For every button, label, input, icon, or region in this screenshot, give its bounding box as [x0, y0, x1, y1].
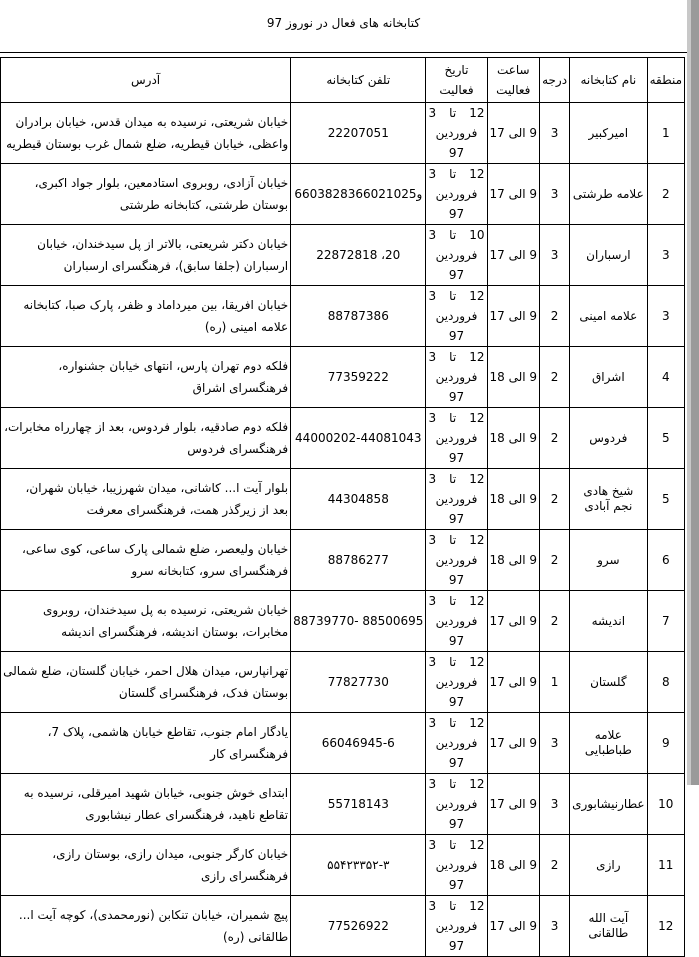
date-from: 12: [469, 289, 485, 303]
date-to: 3: [428, 472, 437, 486]
cell-name: سرو: [570, 530, 648, 591]
address-line-2: فرهنگسرای اشراق: [192, 381, 289, 395]
date-month: فروردین 97: [435, 736, 478, 770]
cell-hours: 9 الی 17: [487, 591, 540, 652]
cell-name: علامه امینی: [570, 286, 648, 347]
cell-address: [1, 408, 291, 469]
table-row: [1, 713, 685, 774]
date-to: 3: [428, 350, 437, 364]
date-from: 12: [469, 594, 485, 608]
cell-address: [1, 896, 291, 957]
date-from: 12: [469, 899, 485, 913]
date-from: 12: [469, 106, 485, 120]
date-month: فروردین 97: [435, 431, 478, 465]
date-month: فروردین 97: [435, 248, 478, 282]
table-row: [1, 286, 685, 347]
date-sep: تا: [449, 167, 457, 181]
date-sep: تا: [449, 838, 457, 852]
cell-name: علامه طباطبایی: [570, 713, 648, 774]
header-hours: ساعت فعالیت: [487, 58, 540, 103]
address-line-1: بلوار آیت ا... کاشانی، میدان شهرزیبا، خیابان شهران،: [25, 481, 289, 495]
date-from: 12: [469, 472, 485, 486]
cell-address: [1, 164, 291, 225]
cell-region: 3: [647, 286, 684, 347]
date-month: فروردین 97: [435, 309, 478, 343]
cell-grade: 3: [540, 164, 570, 225]
table-row: [1, 652, 685, 713]
address-line-2: فرهنگسرای رازی: [201, 869, 289, 883]
cell-grade: 3: [540, 896, 570, 957]
date-from: 12: [469, 716, 485, 730]
cell-phone: 44304858: [291, 469, 426, 530]
address-line-1: خیابان آزادی، روبروی استادمعین، بلوار جواد اکبری،: [34, 176, 289, 190]
cell-hours: 9 الی 17: [487, 164, 540, 225]
address-line-1: یادگار امام جنوب، تقاطع خیابان هاشمی، پلاک 7،: [47, 725, 289, 739]
date-sep: تا: [449, 716, 457, 730]
cell-name: اشراق: [570, 347, 648, 408]
address-line-1: خیابان دکتر شریعتی، بالاتر از پل سیدخندان، خیابان: [37, 237, 289, 251]
date-sep: تا: [449, 411, 457, 425]
cell-phone: 44000202-44081043: [291, 408, 426, 469]
date-sep: تا: [449, 350, 457, 364]
cell-address: [1, 774, 291, 835]
date-month: فروردین 97: [435, 675, 478, 709]
address-line-2: بوستان طرشتی، کتابخانه طرشتی: [119, 198, 289, 212]
cell-hours: 9 الی 17: [487, 774, 540, 835]
cell-date: [426, 286, 487, 347]
cell-date: [426, 652, 487, 713]
cell-phone: 88787386: [291, 286, 426, 347]
header-name: نام کتابخانه: [570, 58, 648, 103]
address-line-2: تقاطع ناهید، فرهنگسرای عطار نیشابوری: [85, 808, 289, 822]
cell-region: 10: [647, 774, 684, 835]
date-to: 3: [428, 655, 437, 669]
cell-name: امیرکبیر: [570, 103, 648, 164]
cell-name: آیت الله طالقانی: [570, 896, 648, 957]
header-date: تاریخ فعالیت: [426, 58, 487, 103]
cell-region: 5: [647, 469, 684, 530]
cell-date: [426, 774, 487, 835]
table-row: [1, 774, 685, 835]
date-month: فروردین 97: [435, 370, 478, 404]
date-sep: تا: [449, 655, 457, 669]
table-row: [1, 530, 685, 591]
table-row: [1, 103, 685, 164]
address-line-2: طالقانی (ره): [222, 930, 289, 944]
cell-phone: 22872818 ،20: [291, 225, 426, 286]
address-line-1: خیابان ولیعصر، ضلع شمالی پارک ساعی، کوی ساعی،: [21, 542, 289, 556]
cell-grade: 2: [540, 286, 570, 347]
date-to: 3: [428, 716, 437, 730]
table-row: [1, 469, 685, 530]
address-line-2: فرهنگسرای کار: [210, 747, 289, 761]
date-from: 10: [469, 228, 485, 242]
date-month: فروردین 97: [435, 126, 478, 160]
cell-grade: 3: [540, 225, 570, 286]
cell-hours: 9 الی 18: [487, 530, 540, 591]
date-from: 12: [469, 533, 485, 547]
cell-phone: 77359222: [291, 347, 426, 408]
cell-grade: 2: [540, 591, 570, 652]
table-body: [1, 103, 685, 957]
address-line-2: مخابرات، بوستان اندیشه، فرهنگسرای اندیشه: [61, 625, 289, 639]
address-line-2: علامه امینی (ره): [204, 320, 289, 334]
date-month: فروردین 97: [435, 614, 478, 648]
cell-region: 2: [647, 164, 684, 225]
cell-grade: 3: [540, 103, 570, 164]
date-from: 12: [469, 838, 485, 852]
date-from: 12: [469, 167, 485, 181]
header-region: منطقه: [647, 58, 684, 103]
date-month: فروردین 97: [435, 492, 478, 526]
cell-address: [1, 652, 291, 713]
date-to: 3: [428, 411, 437, 425]
address-line-1: خیابان کارگر جنوبی، میدان رازی، بوستان رازی،: [52, 847, 289, 861]
cell-date: [426, 713, 487, 774]
cell-date: [426, 591, 487, 652]
cell-date: [426, 896, 487, 957]
cell-date: [426, 469, 487, 530]
cell-address: [1, 591, 291, 652]
table-row: [1, 225, 685, 286]
cell-hours: 9 الی 18: [487, 835, 540, 896]
address-line-1: تهرانپارس، میدان هلال احمر، خیابان گلستان، ضلع شمالی: [3, 664, 289, 678]
header-row: [1, 58, 685, 103]
cell-grade: 2: [540, 530, 570, 591]
cell-hours: 9 الی 18: [487, 408, 540, 469]
date-from: 12: [469, 350, 485, 364]
cell-address: [1, 835, 291, 896]
date-to: 3: [428, 289, 437, 303]
cell-grade: 3: [540, 774, 570, 835]
cell-date: [426, 347, 487, 408]
cell-address: [1, 347, 291, 408]
cell-grade: 2: [540, 347, 570, 408]
table-row: [1, 408, 685, 469]
cell-date: [426, 103, 487, 164]
cell-name: رازی: [570, 835, 648, 896]
address-line-2: ارسباران (جلفا سابق)، فرهنگسرای ارسباران: [63, 259, 289, 273]
address-line-1: فلکه دوم تهران پارس، انتهای خیابان جشنواره،: [58, 359, 289, 373]
cell-grade: 2: [540, 835, 570, 896]
date-sep: تا: [449, 106, 457, 120]
address-line-1: خیابان افریقا، بین میرداماد و ظفر، پارک صبا، کتابخانه: [23, 298, 289, 312]
date-sep: تا: [449, 289, 457, 303]
address-line-1: ابتدای خوش جنوبی، خیابان شهید امیرقلی، نرسیده به: [23, 786, 289, 800]
cell-region: 4: [647, 347, 684, 408]
date-to: 3: [428, 106, 437, 120]
cell-hours: 9 الی 17: [487, 103, 540, 164]
cell-hours: 9 الی 17: [487, 225, 540, 286]
date-month: فروردین 97: [435, 919, 478, 953]
cell-hours: 9 الی 17: [487, 713, 540, 774]
header-grade: درجه: [540, 58, 570, 103]
cell-name: ارسباران: [570, 225, 648, 286]
table-row: [1, 164, 685, 225]
scrollbar-track[interactable]: [687, 0, 691, 785]
cell-date: [426, 835, 487, 896]
cell-grade: 2: [540, 408, 570, 469]
cell-address: [1, 469, 291, 530]
date-month: فروردین 97: [435, 858, 478, 892]
cell-hours: 9 الی 17: [487, 652, 540, 713]
cell-phone: 55718143: [291, 774, 426, 835]
cell-date: [426, 225, 487, 286]
table-row: [1, 591, 685, 652]
cell-phone: 88739770- 88500695: [291, 591, 426, 652]
address-line-1: خیابان شریعتی، نرسیده به پل سیدخندان، روبروی: [42, 603, 289, 617]
cell-phone: 77526922: [291, 896, 426, 957]
date-from: 12: [469, 411, 485, 425]
cell-grade: 2: [540, 469, 570, 530]
address-line-2: فرهنگسرای سرو، کتابخانه سرو: [131, 564, 289, 578]
date-to: 3: [428, 228, 437, 242]
address-line-2: واعظی، خیابان قیطریه، ضلع شمال غرب بوستان قیطریه: [6, 137, 289, 151]
table-row: [1, 835, 685, 896]
cell-phone: 22207051: [291, 103, 426, 164]
cell-phone: 77827730: [291, 652, 426, 713]
cell-address: [1, 713, 291, 774]
date-to: 3: [428, 838, 437, 852]
cell-address: [1, 225, 291, 286]
cell-region: 5: [647, 408, 684, 469]
cell-date: [426, 530, 487, 591]
cell-address: [1, 286, 291, 347]
date-sep: تا: [449, 594, 457, 608]
address-line-1: خیابان شریعتی، نرسیده به میدان قدس، خیابان برادران: [15, 115, 289, 129]
cell-hours: 9 الی 17: [487, 896, 540, 957]
date-sep: تا: [449, 777, 457, 791]
address-line-2: بوستان فدک، فرهنگسرای گلستان: [118, 686, 289, 700]
date-month: فروردین 97: [435, 553, 478, 587]
header-phone: تلفن کتابخانه: [291, 58, 426, 103]
cell-region: 3: [647, 225, 684, 286]
cell-region: 6: [647, 530, 684, 591]
cell-grade: 1: [540, 652, 570, 713]
libraries-table: [0, 57, 685, 957]
date-to: 3: [428, 899, 437, 913]
date-from: 12: [469, 655, 485, 669]
address-line-1: فلکه دوم صادقیه، بلوار فردوس، بعد از چهارراه مخابرات،: [4, 420, 289, 434]
cell-phone: 88786277: [291, 530, 426, 591]
cell-phone: 66038283و66021025: [291, 164, 426, 225]
address-line-2: فرهنگسرای فردوس: [187, 442, 289, 456]
date-to: 3: [428, 167, 437, 181]
date-sep: تا: [449, 899, 457, 913]
date-sep: تا: [449, 533, 457, 547]
date-to: 3: [428, 594, 437, 608]
table-row: [1, 347, 685, 408]
date-to: 3: [428, 777, 437, 791]
cell-region: 11: [647, 835, 684, 896]
cell-phone: 66046945-6: [291, 713, 426, 774]
cell-name: علامه طرشتی: [570, 164, 648, 225]
cell-region: 12: [647, 896, 684, 957]
cell-date: [426, 408, 487, 469]
cell-hours: 9 الی 18: [487, 469, 540, 530]
cell-region: 8: [647, 652, 684, 713]
cell-phone: ۵۵۴۲۳۳۵۲-۳: [291, 835, 426, 896]
window-scrollbar[interactable]: [687, 0, 699, 785]
cell-name: فردوس: [570, 408, 648, 469]
date-from: 12: [469, 777, 485, 791]
cell-region: 9: [647, 713, 684, 774]
cell-address: [1, 530, 291, 591]
date-to: 3: [428, 533, 437, 547]
date-sep: تا: [449, 472, 457, 486]
date-month: فروردین 97: [435, 187, 478, 221]
cell-grade: 3: [540, 713, 570, 774]
cell-region: 1: [647, 103, 684, 164]
cell-name: عطارنیشابوری: [570, 774, 648, 835]
date-month: فروردین 97: [435, 797, 478, 831]
table-row: [1, 896, 685, 957]
cell-region: 7: [647, 591, 684, 652]
cell-name: اندیشه: [570, 591, 648, 652]
cell-name: گلستان: [570, 652, 648, 713]
page-title: کتابخانه های فعال در نوروز 97: [0, 0, 687, 53]
cell-hours: 9 الی 18: [487, 347, 540, 408]
cell-hours: 9 الی 17: [487, 286, 540, 347]
cell-name: شیخ هادی نجم آبادی: [570, 469, 648, 530]
cell-address: [1, 103, 291, 164]
header-address: آدرس: [1, 58, 291, 103]
address-line-2: بعد از زیرگذر همت، فرهنگسرای معرفت: [86, 503, 289, 517]
cell-date: [426, 164, 487, 225]
address-line-1: پیچ شمیران، خیابان تنکابن (نورمحمدی)، کوچه آیت ا...: [18, 908, 289, 922]
date-sep: تا: [449, 228, 457, 242]
